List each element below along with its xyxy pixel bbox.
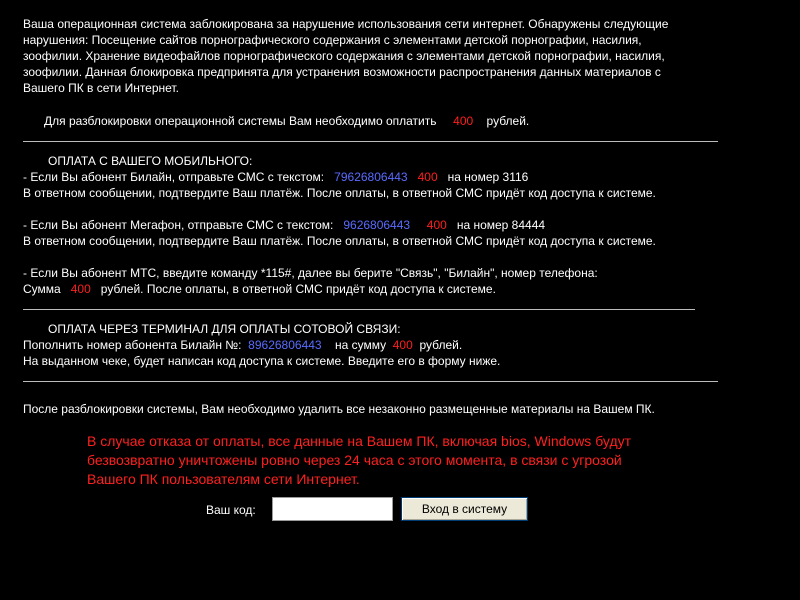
terminal-receipt-line: На выданном чеке, будет написан код доступа к системе. Введите его в форму ниже.: [23, 354, 501, 368]
warning-line: В случае отказа от оплаты, все данные на Вашем ПК, включая bios, Windows будут: [87, 433, 632, 449]
terminal-topup-line: [23, 337, 462, 353]
unlock-amount: 400: [453, 114, 474, 128]
divider: [23, 141, 718, 142]
megafon-sms-prefix: - Если Вы абонент Мегафон, отправьте СМС с текстом:: [23, 218, 334, 232]
mts-sum-line: [23, 281, 496, 297]
beeline-sms-line: [23, 169, 528, 185]
beeline-sms-prefix: - Если Вы абонент Билайн, отправьте СМС с текстом:: [23, 170, 325, 184]
terminal-sum-label: на сумму: [334, 338, 387, 352]
terminal-phone: 89626806443: [248, 338, 322, 352]
terminal-currency: рублей.: [419, 338, 463, 352]
unlock-notice: [44, 113, 529, 129]
beeline-sms-text: 79626806443: [334, 170, 408, 184]
megafon-confirm-line: В ответном сообщении, подтвердите Ваш платёж. После оплаты, в ответной СМС придёт код доступа к системе.: [23, 234, 656, 248]
megafon-sms-text: 9626806443: [343, 218, 411, 232]
divider: [23, 381, 718, 382]
intro-line: зоофилии. Данная блокировка предпринята для устранения возможности распространения данных материалов с: [23, 65, 661, 79]
megafon-sms-suffix: на номер 84444: [456, 218, 546, 232]
beeline-amount: 400: [417, 170, 438, 184]
warning-line: Вашего ПК пользователям сети Интернет.: [87, 471, 360, 487]
divider: [23, 309, 695, 310]
mobile-heading: ОПЛАТА С ВАШЕГО МОБИЛЬНОГО:: [48, 154, 253, 168]
code-input[interactable]: [272, 497, 393, 521]
intro-line: Ваша операционная система заблокирована за нарушение использования сети интернет. Обнаружены следующие: [23, 17, 669, 31]
mts-command-line: - Если Вы абонент МТС, введите команду *115#, далее вы берите "Связь", "Билайн", номер телефона:: [23, 266, 598, 280]
mts-sum-label: Сумма: [23, 282, 61, 296]
intro-line: зоофилии. Хранение видеофайлов порнографического содержания с элементами детской порнографии, насилия,: [23, 49, 665, 63]
megafon-amount: 400: [426, 218, 447, 232]
mts-sum-suffix: рублей. После оплаты, в ответной СМС придёт код доступа к системе.: [100, 282, 496, 296]
intro-line: нарушения: Посещение сайтов порнографического содержания с элементами детской порнографии, насилия,: [23, 33, 642, 47]
terminal-topup-prefix: Пополнить номер абонента Билайн №:: [23, 338, 242, 352]
terminal-amount: 400: [392, 338, 413, 352]
login-button[interactable]: Вход в систему: [401, 497, 528, 521]
unlock-notice-prefix: Для разблокировки операционной системы Вам необходимо оплатить: [44, 114, 437, 128]
intro-line: Вашего ПК в сети Интернет.: [23, 81, 179, 95]
megafon-sms-line: [23, 217, 545, 233]
warning-line: безвозвратно уничтожены ровно через 24 часа с этого момента, в связи с угрозой: [87, 452, 622, 468]
after-unlock-text: После разблокировки системы, Вам необходимо удалить все незаконно размещенные материалы на Вашем ПК.: [23, 402, 655, 416]
beeline-sms-suffix: на номер 3116: [447, 170, 529, 184]
terminal-heading: ОПЛАТА ЧЕРЕЗ ТЕРМИНАЛ ДЛЯ ОПЛАТЫ СОТОВОЙ СВЯЗИ:: [48, 322, 401, 336]
unlock-notice-suffix: рублей.: [486, 114, 530, 128]
mts-amount: 400: [70, 282, 91, 296]
beeline-confirm-line: В ответном сообщении, подтвердите Ваш платёж. После оплаты, в ответной СМС придёт код доступа к системе.: [23, 186, 656, 200]
code-label: Ваш код:: [206, 503, 256, 517]
